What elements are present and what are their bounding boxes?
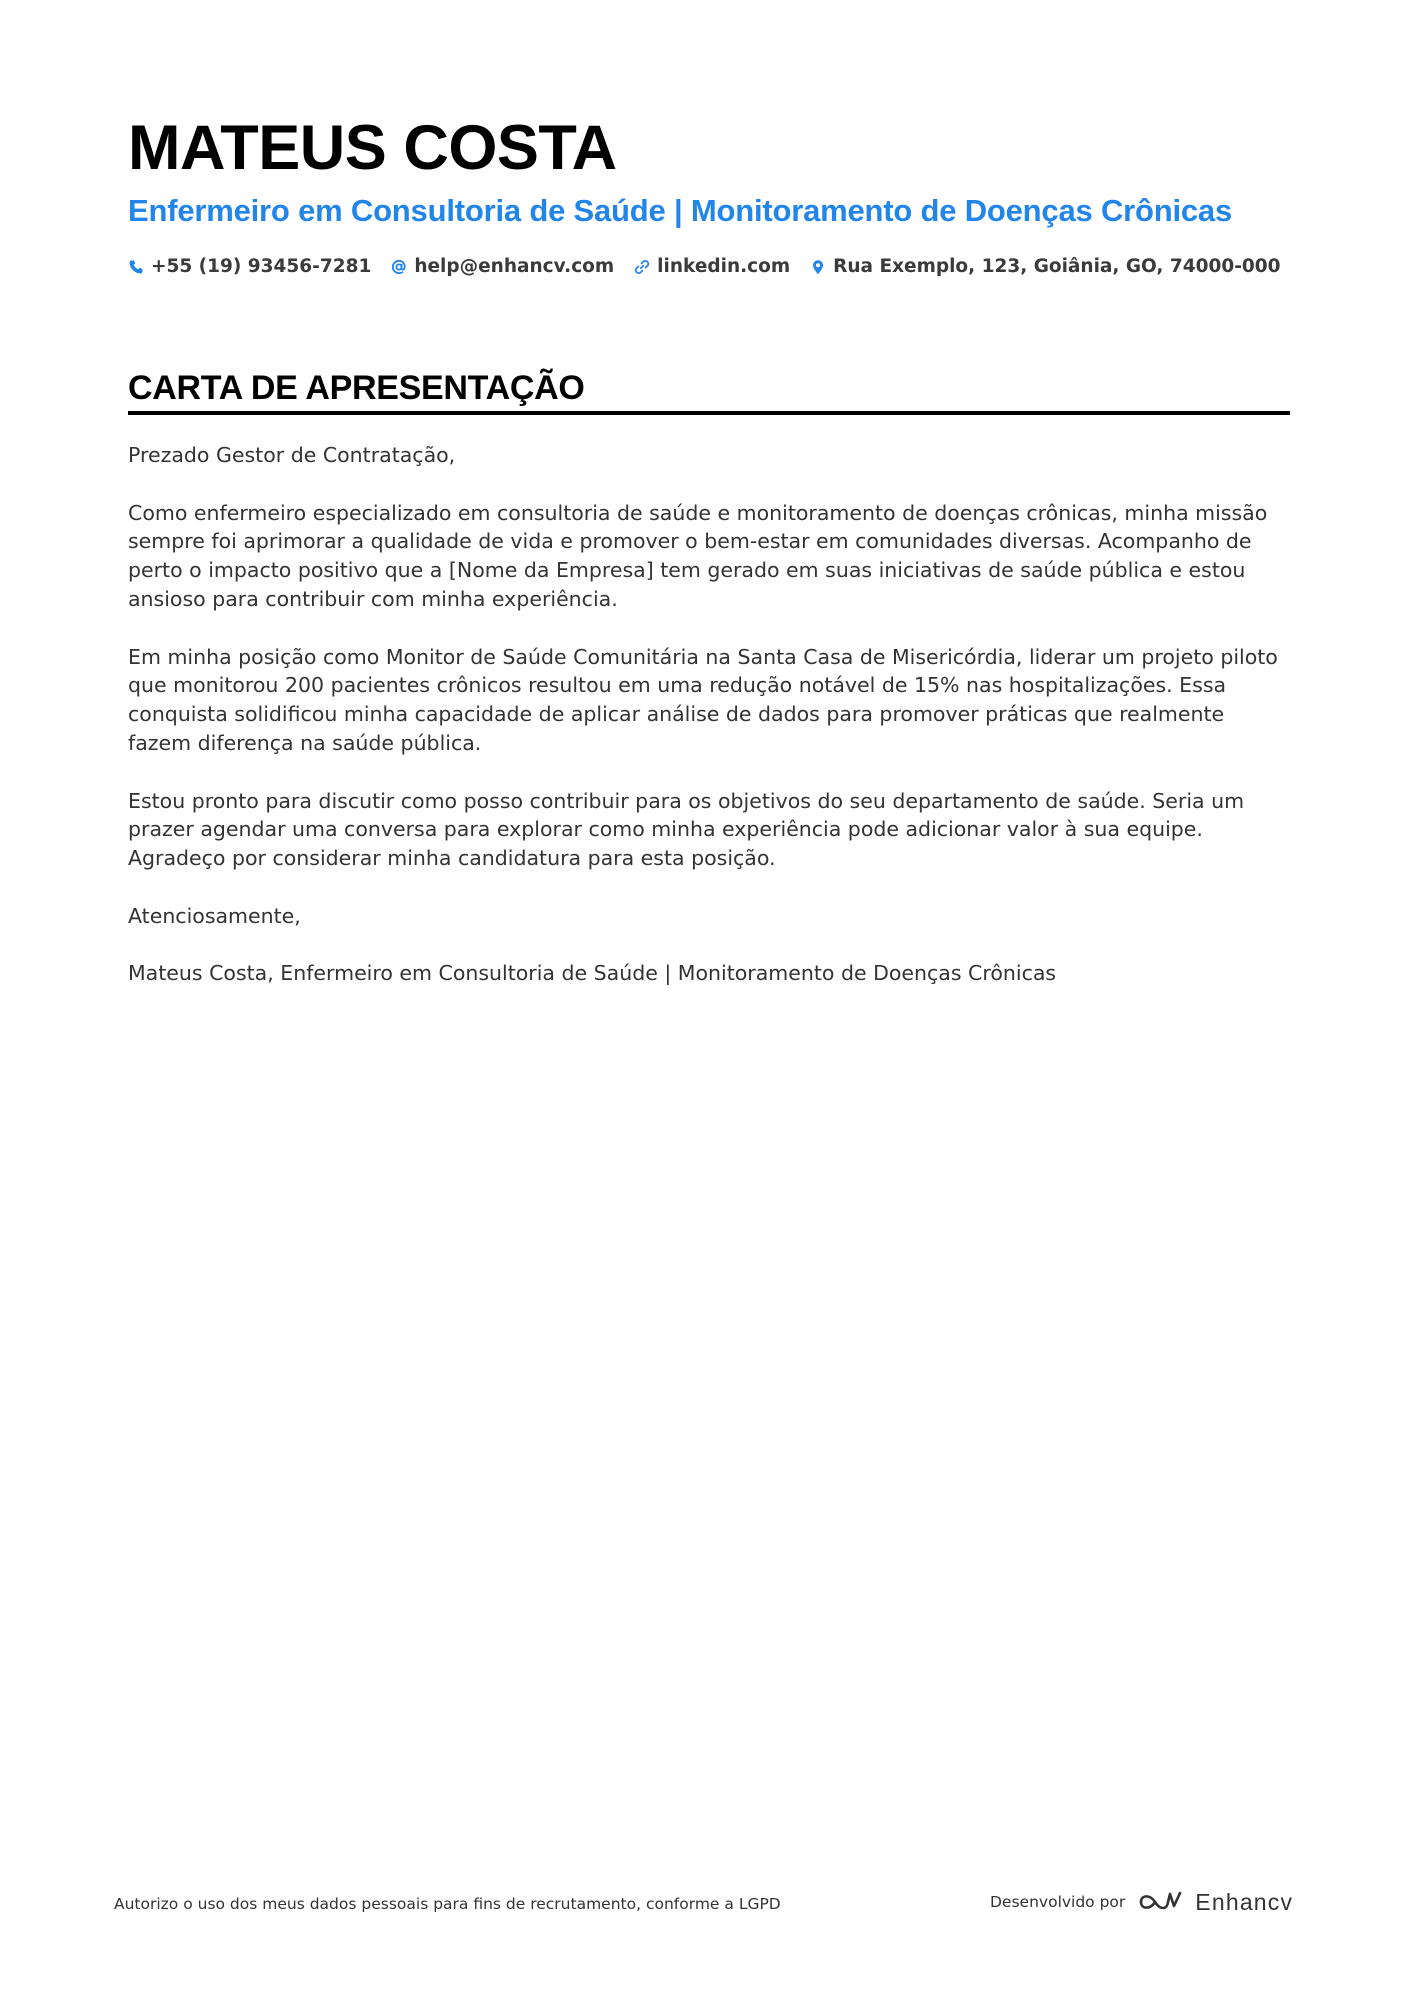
link-icon xyxy=(634,259,650,275)
contact-phone-text: +55 (19) 93456-7281 xyxy=(151,256,372,277)
contact-linkedin[interactable] xyxy=(634,253,790,281)
contact-email-text: help@enhancv.com xyxy=(414,256,615,277)
enhancv-brand-text: Enhancv xyxy=(1195,1888,1294,1915)
enhancv-logo-icon xyxy=(1137,1889,1185,1915)
powered-by[interactable] xyxy=(990,1882,1293,1922)
enhancv-logo[interactable] xyxy=(1137,1889,1293,1916)
phone-icon xyxy=(128,259,144,275)
contact-address xyxy=(810,253,1280,281)
candidate-headline: Enfermeiro em Consultoria de Saúde | Monitoramento de Doenças Crônicas xyxy=(128,193,1233,228)
letter-greeting: Prezado Gestor de Contratação, xyxy=(128,443,456,467)
consent-note: Autorizo o uso dos meus dados pessoais para fins de recrutamento, conforme a LGPD xyxy=(114,1895,781,1913)
contact-address-text: Rua Exemplo, 123, Goiânia, GO, 74000-000 xyxy=(833,256,1281,277)
candidate-name: MATEUS COSTA xyxy=(128,113,617,183)
contact-email[interactable] xyxy=(391,253,614,281)
letter-signature: Mateus Costa, Enfermeiro em Consultoria de Saúde | Monitoramento de Doenças Crônicas xyxy=(128,961,1057,986)
at-icon xyxy=(391,259,407,275)
location-pin-icon xyxy=(810,259,826,275)
letter-paragraph: Como enfermeiro especializado em consultoria de saúde e monitoramento de doenças crônicas, minha missão sempre foi aprimorar a qualidade de vida e promover o bem-estar em comunidades diversas. Acompanho de perto o impacto positivo que a [Nome da Empresa] tem gerado em suas iniciativas de saúde pública e estou ansioso para contribuir com minha experiência. xyxy=(128,500,1268,611)
contact-phone[interactable] xyxy=(128,253,371,281)
cover-letter-page xyxy=(128,0,1290,1995)
letter-body xyxy=(128,441,1290,1017)
section-divider xyxy=(128,411,1290,415)
section-title: CARTA DE APRESENTAÇÃO xyxy=(128,369,585,407)
contact-linkedin-text: linkedin.com xyxy=(657,256,791,277)
powered-by-label: Desenvolvido por xyxy=(990,1893,1126,1911)
letter-paragraph: Em minha posição como Monitor de Saúde Comunitária na Santa Casa de Misericórdia, liderar um projeto piloto que monitorou 200 pacientes crônicos resultou em uma redução notável de 15% nas hospitalizações. Essa conquista solidificou minha capacidade de aplicar análise de dados para promover práticas que realmente fazem diferença na saúde pública. xyxy=(128,644,1278,755)
contact-bar xyxy=(128,253,1301,281)
letter-closing: Atenciosamente, xyxy=(128,903,301,928)
letter-paragraph: Estou pronto para discutir como posso contribuir para os objetivos do seu departamento de saúde. Seria um prazer agendar uma conversa para explorar como minha experiência pode adicionar valor à sua equipe. Agradeço por considerar minha candidatura para esta posição. xyxy=(128,788,1245,871)
